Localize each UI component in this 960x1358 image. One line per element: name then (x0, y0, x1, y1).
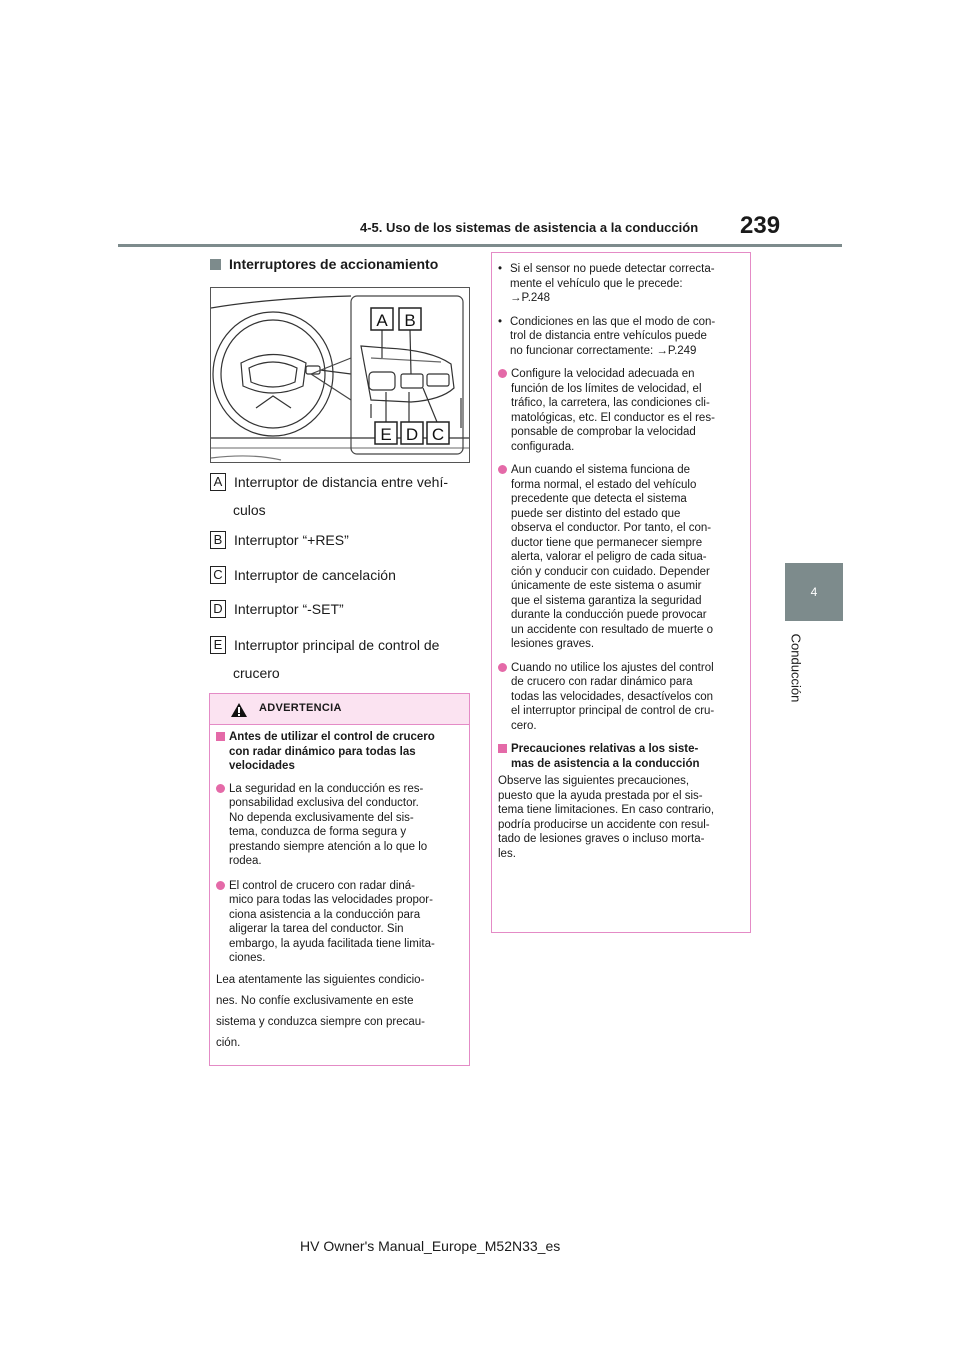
dash-item-line: trol de distancia entre vehículos puede (510, 330, 707, 342)
legend-item-d (210, 600, 472, 618)
warning-triangle-icon (230, 702, 248, 718)
warning-heading-line: Antes de utilizar el control de crucero (229, 731, 435, 743)
bullet-dot-icon (498, 663, 507, 672)
square-bullet-icon (216, 732, 225, 741)
warning-closing-line: nes. No confíe exclusivamente en este (216, 994, 414, 1007)
warning-box-continued (491, 252, 751, 933)
legend-text: Interruptor de cancelación (234, 567, 396, 583)
right-bullet-line: todas las velocidades, desactívelos con (511, 690, 714, 703)
legend-text-cont: crucero (233, 665, 280, 681)
right-paragraph-line: Observe las siguientes precauciones, (498, 775, 690, 787)
right-bullet-line: Cuando no utilice los ajustes del control (511, 661, 714, 674)
bullet-dot-icon (498, 465, 507, 474)
header-section-title: 4-5. Uso de los sistemas de asistencia a la conducción (360, 220, 699, 235)
right-bullet-line: ductor tiene que permanecer siempre (511, 536, 703, 549)
legend-text-cont: culos (233, 502, 266, 518)
legend-key: D (210, 600, 226, 618)
right-bullet-line: Configure la velocidad adecuada en (511, 368, 695, 380)
right-bullet-line: el interruptor principal de control de cru- (511, 705, 715, 717)
warning-bullet-line: ciona asistencia a la conducción para (229, 908, 421, 921)
legend-item-a (210, 473, 472, 519)
legend-text: Interruptor “+RES” (234, 532, 349, 548)
section-title (210, 256, 438, 272)
dash-bullet: • (498, 315, 503, 328)
warning-bullet-line: aligerar la tarea del conductor. Sin (229, 923, 404, 935)
warning-box (209, 693, 470, 1066)
bullet-dot-icon (498, 369, 507, 378)
warning-bullet-line: mico para todas las velocidades propor- (229, 894, 433, 906)
chapter-label (776, 632, 816, 704)
warning-heading-line: con radar dinámico para todas las (229, 745, 416, 758)
legend-item-e (210, 636, 472, 682)
warning-header (210, 694, 469, 725)
right-bullet-line: alerta, valorar el peligro de cada situa- (511, 551, 707, 563)
right-bullet (498, 367, 744, 454)
legend-text: Interruptor “-SET” (234, 601, 344, 617)
warning-bullet (216, 782, 463, 869)
callout-label-d: D (405, 425, 419, 444)
right-bullet (498, 463, 744, 652)
right-bullet (498, 661, 744, 734)
right-bullet-line: ción y conducir con cuidado. Depender (511, 565, 710, 578)
callout-label-b: B (404, 311, 416, 330)
right-paragraph-line: puesto que la ayuda prestada por el sis- (498, 789, 703, 802)
warning-bullet-line: ciones. (229, 952, 266, 964)
warning-bullet-line: prestando siempre atención a lo que lo (229, 840, 428, 853)
footer-manual-id: HV Owner's Manual_Europe_M52N33_es (300, 1238, 561, 1254)
right-bullet-line: observa el conductor. Por tanto, el con- (511, 522, 712, 534)
section-title-text: Interruptores de accionamiento (229, 256, 439, 272)
right-paragraph-line: les. (498, 847, 516, 860)
callout-label-a: A (376, 311, 388, 330)
steering-wheel-illustration (210, 287, 470, 463)
right-bullet-line: que el sistema garantiza la seguridad (511, 594, 702, 607)
warning-bullet-line: tema, conduzca de forma segura y (229, 826, 407, 838)
right-paragraph-line: tema tiene limitaciones. En caso contrario, (498, 804, 715, 816)
right-heading (498, 742, 744, 771)
callout-label-c: C (431, 425, 445, 444)
bullet-dot-icon (216, 784, 225, 793)
warning-label: ADVERTENCIA (259, 702, 342, 714)
right-bullet-line: matológicas, etc. El conductor es el res- (511, 411, 715, 424)
dash-item-line: no funcionar correctamente: →P.249 (510, 344, 697, 357)
callout-label-e: E (380, 425, 392, 444)
bullet-dot-icon (216, 881, 225, 890)
header-rule (118, 244, 842, 247)
right-bullet-line: Aun cuando el sistema funciona de (511, 464, 691, 476)
legend-key: C (210, 566, 226, 584)
warning-bullet-line: No dependa exclusivamente del sis- (229, 811, 414, 824)
legend-text: Interruptor principal de control de (234, 637, 440, 653)
right-bullet-line: puede ser distinto del estado que (511, 507, 681, 520)
square-bullet-icon (498, 744, 507, 753)
right-bullet-line: lesiones graves. (511, 638, 595, 650)
dash-item-line: Si el sensor no puede detectar correcta- (510, 263, 715, 275)
warning-closing-line: ción. (216, 1036, 241, 1049)
dash-item-line: mente el vehículo que le precede: (510, 277, 683, 290)
warning-bullet-line: El control de crucero con radar diná- (229, 879, 416, 892)
right-paragraph-line: tado de lesiones graves o incluso morta- (498, 833, 705, 845)
right-bullet-line: únicamente de este sistema o asumir (511, 580, 702, 592)
right-bullet-line: ponsable de comprobar la velocidad (511, 426, 696, 438)
right-paragraph-line: podría producirse un accidente con resul- (498, 818, 710, 831)
warning-bullet-line: La seguridad en la conducción es res- (229, 782, 424, 795)
page-number: 239 (740, 212, 781, 239)
steering-wheel-drawing (211, 288, 469, 462)
warning-heading (216, 730, 463, 774)
right-bullet-line: precedente que detecta el sistema (511, 493, 687, 505)
right-bullet-line: cero. (511, 719, 537, 732)
right-heading-line: Precauciones relativas a los siste- (511, 743, 699, 755)
legend-key: B (210, 531, 226, 549)
right-bullet-line: de crucero con radar dinámico para (511, 676, 693, 688)
warning-closing-line: Lea atentamente las siguientes condicio- (216, 973, 425, 986)
right-bullet-line: configurada. (511, 440, 575, 453)
right-paragraph (498, 774, 744, 861)
legend-text: Interruptor de distancia entre vehí- (234, 474, 449, 490)
dash-item (498, 262, 744, 306)
dash-item-line: →P.248 (510, 292, 551, 304)
right-bullet-line: función de los límites de velocidad, el (511, 382, 702, 395)
warning-bullet-line: embargo, la ayuda facilitada tiene limita- (229, 937, 435, 950)
dash-bullet: • (498, 263, 503, 275)
chapter-tab (785, 563, 843, 621)
warning-closing (216, 970, 463, 1054)
right-heading-line: mas de asistencia a la conducción (511, 757, 700, 770)
right-bullet-line: un accidente con resultado de muerte o (511, 623, 714, 636)
right-bullet-line: forma normal, el estado del vehículo (511, 478, 697, 491)
dash-item (498, 315, 744, 359)
legend-key: A (210, 473, 226, 491)
legend-key: E (210, 636, 226, 654)
legend-item-c (210, 566, 472, 584)
warning-heading-line: velocidades (229, 760, 295, 772)
warning-bullet-line: ponsabilidad exclusiva del conductor. (229, 797, 419, 809)
warning-bullet-line: rodea. (229, 855, 262, 867)
chapter-label-text: Conducción (788, 633, 804, 703)
warning-bullet (216, 879, 463, 966)
square-bullet-icon (210, 259, 221, 270)
right-bullet-line: durante la conducción puede provocar (511, 609, 707, 621)
chapter-number: 4 (810, 585, 818, 599)
dash-item-line: Condiciones en las que el modo de con- (510, 315, 716, 328)
warning-closing-line: sistema y conduzca siempre con precau- (216, 1015, 426, 1028)
right-bullet-line: tráfico, la carretera, las condiciones cli- (511, 397, 710, 409)
legend-item-b (210, 531, 472, 549)
